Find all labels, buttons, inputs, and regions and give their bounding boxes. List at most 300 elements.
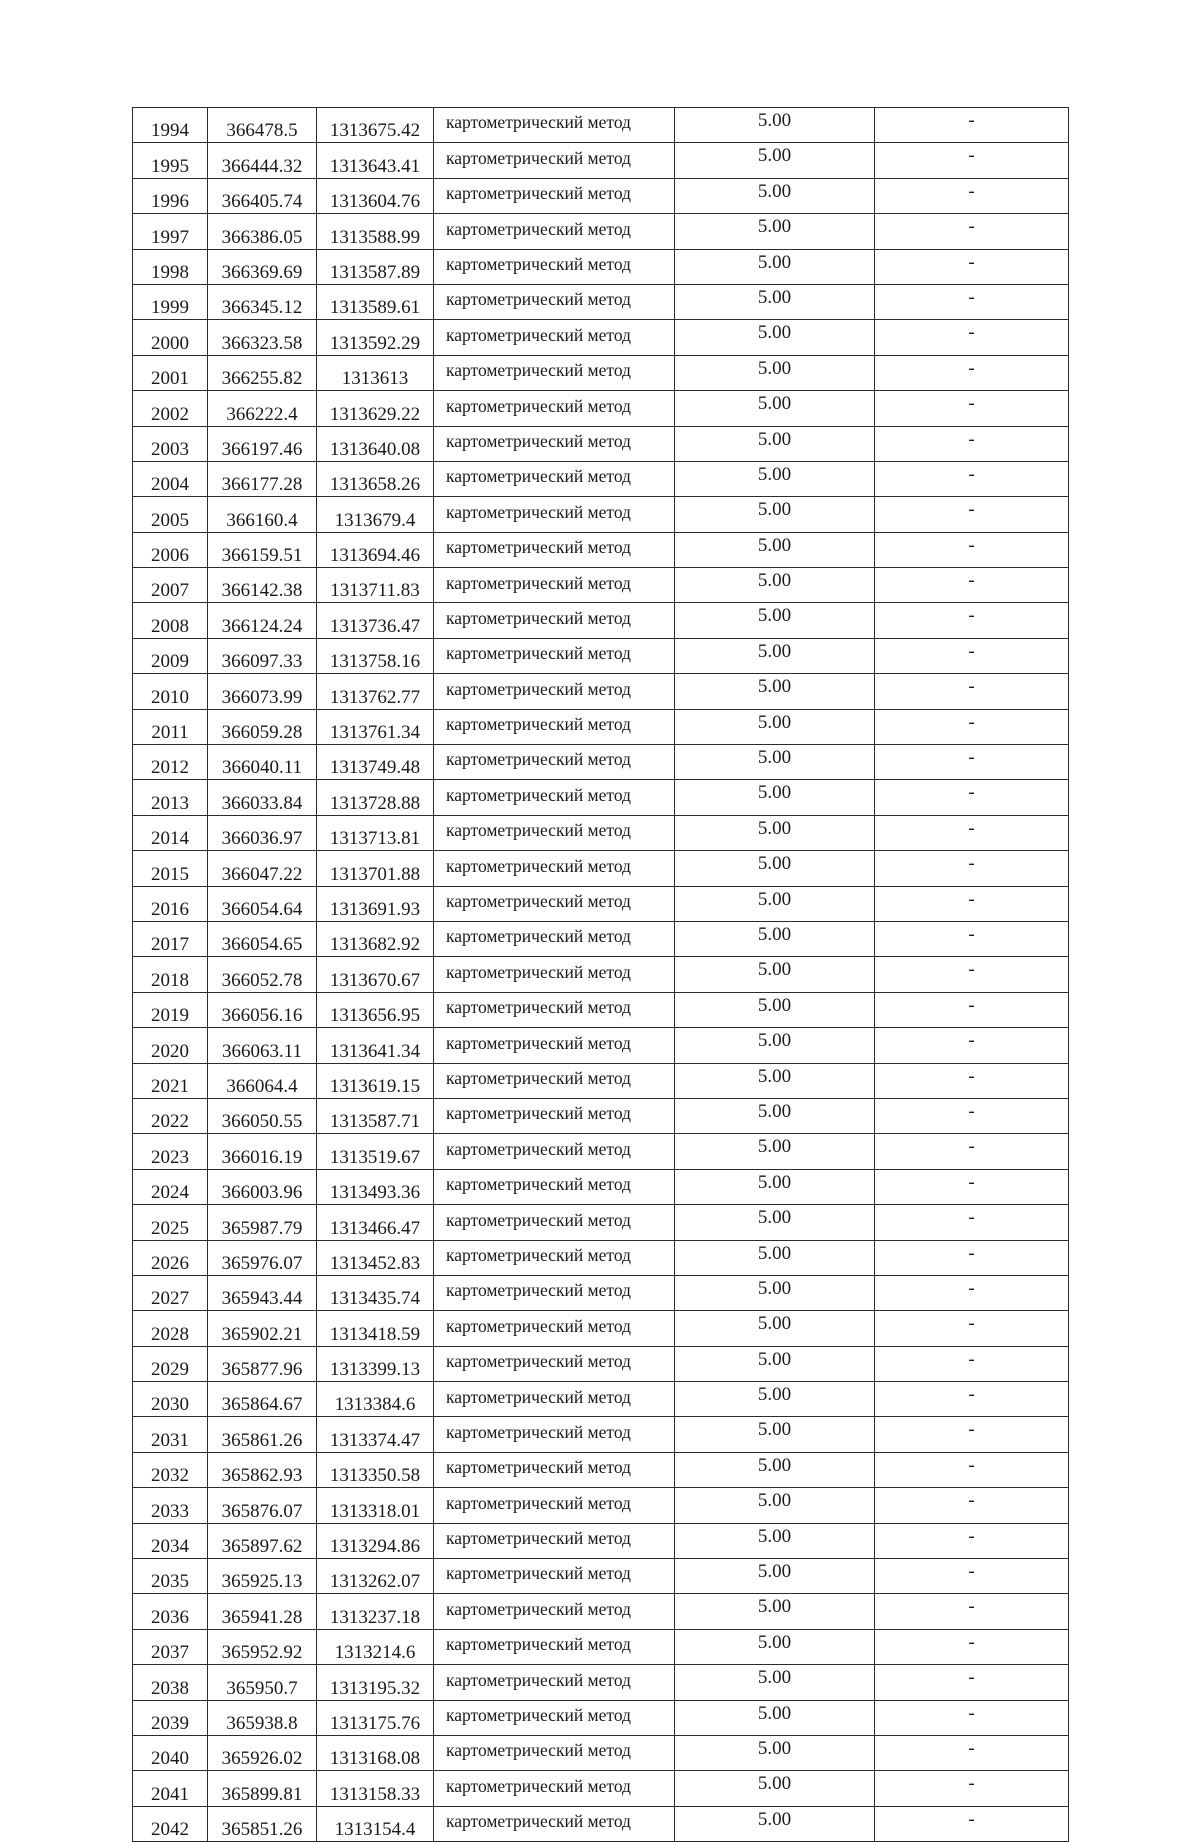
point-number-cell: 2018: [133, 957, 208, 992]
table-row: [133, 284, 1069, 319]
accuracy-cell: 5.00: [675, 1806, 875, 1841]
x-coordinate-cell: 366255.82: [208, 355, 317, 390]
x-coordinate-cell: 366160.4: [208, 497, 317, 532]
y-coordinate-cell: 1313679.4: [317, 497, 434, 532]
accuracy-cell: 5.00: [675, 284, 875, 319]
table-row: [133, 497, 1069, 532]
accuracy-cell: 5.00: [675, 1169, 875, 1204]
x-coordinate-cell: 365861.26: [208, 1417, 317, 1452]
description-cell: -: [875, 1240, 1069, 1275]
point-number-cell: 2030: [133, 1382, 208, 1417]
accuracy-cell: 5.00: [675, 603, 875, 638]
table-row: [133, 1559, 1069, 1594]
x-coordinate-cell: 365976.07: [208, 1240, 317, 1275]
method-cell: картометрический метод: [434, 992, 675, 1027]
table-row: [133, 1346, 1069, 1381]
method-cell: картометрический метод: [434, 1806, 675, 1841]
accuracy-cell: 5.00: [675, 1346, 875, 1381]
description-cell: -: [875, 1346, 1069, 1381]
y-coordinate-cell: 1313641.34: [317, 1028, 434, 1063]
x-coordinate-cell: 366033.84: [208, 780, 317, 815]
x-coordinate-cell: 365938.8: [208, 1700, 317, 1735]
y-coordinate-cell: 1313589.61: [317, 284, 434, 319]
x-coordinate-cell: 366040.11: [208, 745, 317, 780]
point-number-cell: 2008: [133, 603, 208, 638]
description-cell: -: [875, 1169, 1069, 1204]
method-cell: картометрический метод: [434, 709, 675, 744]
method-cell: картометрический метод: [434, 1169, 675, 1204]
x-coordinate-cell: 366159.51: [208, 532, 317, 567]
accuracy-cell: 5.00: [675, 1240, 875, 1275]
point-number-cell: 2040: [133, 1735, 208, 1770]
point-number-cell: 2033: [133, 1488, 208, 1523]
description-cell: -: [875, 426, 1069, 461]
point-number-cell: 1997: [133, 214, 208, 249]
method-cell: картометрический метод: [434, 921, 675, 956]
description-cell: -: [875, 178, 1069, 213]
x-coordinate-cell: 366478.5: [208, 108, 317, 143]
point-number-cell: 2006: [133, 532, 208, 567]
coordinates-table-body: [133, 108, 1069, 1842]
point-number-cell: 2014: [133, 815, 208, 850]
x-coordinate-cell: 365899.81: [208, 1771, 317, 1806]
point-number-cell: 2025: [133, 1205, 208, 1240]
y-coordinate-cell: 1313629.22: [317, 391, 434, 426]
method-cell: картометрический метод: [434, 1134, 675, 1169]
point-number-cell: 2022: [133, 1098, 208, 1133]
y-coordinate-cell: 1313711.83: [317, 568, 434, 603]
accuracy-cell: 5.00: [675, 426, 875, 461]
accuracy-cell: 5.00: [675, 1488, 875, 1523]
method-cell: картометрический метод: [434, 638, 675, 673]
description-cell: -: [875, 1275, 1069, 1310]
point-number-cell: 2015: [133, 851, 208, 886]
method-cell: картометрический метод: [434, 851, 675, 886]
table-row: [133, 461, 1069, 496]
description-cell: -: [875, 391, 1069, 426]
description-cell: -: [875, 461, 1069, 496]
accuracy-cell: 5.00: [675, 815, 875, 850]
table-row: [133, 1169, 1069, 1204]
description-cell: -: [875, 497, 1069, 532]
point-number-cell: 2009: [133, 638, 208, 673]
y-coordinate-cell: 1313675.42: [317, 108, 434, 143]
method-cell: картометрический метод: [434, 603, 675, 638]
accuracy-cell: 5.00: [675, 249, 875, 284]
method-cell: картометрический метод: [434, 143, 675, 178]
table-row: [133, 957, 1069, 992]
description-cell: -: [875, 532, 1069, 567]
accuracy-cell: 5.00: [675, 709, 875, 744]
accuracy-cell: 5.00: [675, 355, 875, 390]
table-row: [133, 1240, 1069, 1275]
x-coordinate-cell: 366177.28: [208, 461, 317, 496]
description-cell: -: [875, 674, 1069, 709]
description-cell: -: [875, 108, 1069, 143]
y-coordinate-cell: 1313588.99: [317, 214, 434, 249]
description-cell: -: [875, 1452, 1069, 1487]
y-coordinate-cell: 1313643.41: [317, 143, 434, 178]
x-coordinate-cell: 366124.24: [208, 603, 317, 638]
y-coordinate-cell: 1313158.33: [317, 1771, 434, 1806]
accuracy-cell: 5.00: [675, 1665, 875, 1700]
accuracy-cell: 5.00: [675, 108, 875, 143]
description-cell: -: [875, 638, 1069, 673]
y-coordinate-cell: 1313195.32: [317, 1665, 434, 1700]
table-row: [133, 709, 1069, 744]
point-number-cell: 2042: [133, 1806, 208, 1841]
accuracy-cell: 5.00: [675, 1700, 875, 1735]
point-number-cell: 1998: [133, 249, 208, 284]
method-cell: картометрический метод: [434, 1346, 675, 1381]
x-coordinate-cell: 365902.21: [208, 1311, 317, 1346]
point-number-cell: 2020: [133, 1028, 208, 1063]
table-row: [133, 1205, 1069, 1240]
accuracy-cell: 5.00: [675, 143, 875, 178]
method-cell: картометрический метод: [434, 284, 675, 319]
point-number-cell: 2037: [133, 1629, 208, 1664]
point-number-cell: 1999: [133, 284, 208, 319]
accuracy-cell: 5.00: [675, 1559, 875, 1594]
description-cell: -: [875, 1559, 1069, 1594]
method-cell: картометрический метод: [434, 1665, 675, 1700]
y-coordinate-cell: 1313587.89: [317, 249, 434, 284]
table-row: [133, 391, 1069, 426]
x-coordinate-cell: 366064.4: [208, 1063, 317, 1098]
accuracy-cell: 5.00: [675, 1771, 875, 1806]
y-coordinate-cell: 1313701.88: [317, 851, 434, 886]
y-coordinate-cell: 1313418.59: [317, 1311, 434, 1346]
y-coordinate-cell: 1313736.47: [317, 603, 434, 638]
table-row: [133, 320, 1069, 355]
y-coordinate-cell: 1313728.88: [317, 780, 434, 815]
method-cell: картометрический метод: [434, 1382, 675, 1417]
method-cell: картометрический метод: [434, 745, 675, 780]
description-cell: -: [875, 957, 1069, 992]
table-row: [133, 426, 1069, 461]
table-row: [133, 1311, 1069, 1346]
point-number-cell: 2007: [133, 568, 208, 603]
x-coordinate-cell: 366052.78: [208, 957, 317, 992]
x-coordinate-cell: 366444.32: [208, 143, 317, 178]
accuracy-cell: 5.00: [675, 745, 875, 780]
x-coordinate-cell: 365952.92: [208, 1629, 317, 1664]
method-cell: картометрический метод: [434, 1275, 675, 1310]
accuracy-cell: 5.00: [675, 1134, 875, 1169]
description-cell: -: [875, 1063, 1069, 1098]
description-cell: -: [875, 214, 1069, 249]
x-coordinate-cell: 365876.07: [208, 1488, 317, 1523]
method-cell: картометрический метод: [434, 1523, 675, 1558]
x-coordinate-cell: 365925.13: [208, 1559, 317, 1594]
method-cell: картометрический метод: [434, 1629, 675, 1664]
table-row: [133, 1488, 1069, 1523]
method-cell: картометрический метод: [434, 320, 675, 355]
point-number-cell: 2026: [133, 1240, 208, 1275]
table-row: [133, 815, 1069, 850]
x-coordinate-cell: 365897.62: [208, 1523, 317, 1558]
y-coordinate-cell: 1313519.67: [317, 1134, 434, 1169]
x-coordinate-cell: 365877.96: [208, 1346, 317, 1381]
table-row: [133, 1665, 1069, 1700]
method-cell: картометрический метод: [434, 1063, 675, 1098]
method-cell: картометрический метод: [434, 1098, 675, 1133]
description-cell: -: [875, 249, 1069, 284]
method-cell: картометрический метод: [434, 108, 675, 143]
x-coordinate-cell: 366036.97: [208, 815, 317, 850]
description-cell: -: [875, 709, 1069, 744]
y-coordinate-cell: 1313761.34: [317, 709, 434, 744]
point-number-cell: 2000: [133, 320, 208, 355]
x-coordinate-cell: 366097.33: [208, 638, 317, 673]
point-number-cell: 2036: [133, 1594, 208, 1629]
table-row: [133, 532, 1069, 567]
y-coordinate-cell: 1313435.74: [317, 1275, 434, 1310]
accuracy-cell: 5.00: [675, 1382, 875, 1417]
y-coordinate-cell: 1313237.18: [317, 1594, 434, 1629]
x-coordinate-cell: 366073.99: [208, 674, 317, 709]
method-cell: картометрический метод: [434, 532, 675, 567]
accuracy-cell: 5.00: [675, 1629, 875, 1664]
accuracy-cell: 5.00: [675, 1594, 875, 1629]
method-cell: картометрический метод: [434, 249, 675, 284]
y-coordinate-cell: 1313154.4: [317, 1806, 434, 1841]
table-row: [133, 1028, 1069, 1063]
y-coordinate-cell: 1313758.16: [317, 638, 434, 673]
method-cell: картометрический метод: [434, 780, 675, 815]
table-row: [133, 1275, 1069, 1310]
method-cell: картометрический метод: [434, 1452, 675, 1487]
table-row: [133, 1417, 1069, 1452]
y-coordinate-cell: 1313656.95: [317, 992, 434, 1027]
accuracy-cell: 5.00: [675, 568, 875, 603]
table-row: [133, 992, 1069, 1027]
y-coordinate-cell: 1313175.76: [317, 1700, 434, 1735]
y-coordinate-cell: 1313399.13: [317, 1346, 434, 1381]
table-row: [133, 1594, 1069, 1629]
y-coordinate-cell: 1313604.76: [317, 178, 434, 213]
x-coordinate-cell: 366050.55: [208, 1098, 317, 1133]
table-row: [133, 921, 1069, 956]
point-number-cell: 2041: [133, 1771, 208, 1806]
y-coordinate-cell: 1313587.71: [317, 1098, 434, 1133]
accuracy-cell: 5.00: [675, 1205, 875, 1240]
method-cell: картометрический метод: [434, 1771, 675, 1806]
table-row: [133, 108, 1069, 143]
description-cell: -: [875, 1594, 1069, 1629]
x-coordinate-cell: 365864.67: [208, 1382, 317, 1417]
table-row: [133, 780, 1069, 815]
accuracy-cell: 5.00: [675, 638, 875, 673]
method-cell: картометрический метод: [434, 957, 675, 992]
x-coordinate-cell: 366345.12: [208, 284, 317, 319]
accuracy-cell: 5.00: [675, 178, 875, 213]
y-coordinate-cell: 1313691.93: [317, 886, 434, 921]
method-cell: картометрический метод: [434, 568, 675, 603]
description-cell: -: [875, 1311, 1069, 1346]
table-row: [133, 745, 1069, 780]
point-number-cell: 2034: [133, 1523, 208, 1558]
accuracy-cell: 5.00: [675, 214, 875, 249]
y-coordinate-cell: 1313613: [317, 355, 434, 390]
method-cell: картометрический метод: [434, 391, 675, 426]
accuracy-cell: 5.00: [675, 1452, 875, 1487]
x-coordinate-cell: 365851.26: [208, 1806, 317, 1841]
point-number-cell: 2001: [133, 355, 208, 390]
accuracy-cell: 5.00: [675, 532, 875, 567]
description-cell: -: [875, 1700, 1069, 1735]
x-coordinate-cell: 365941.28: [208, 1594, 317, 1629]
method-cell: картометрический метод: [434, 886, 675, 921]
x-coordinate-cell: 366054.64: [208, 886, 317, 921]
x-coordinate-cell: 366369.69: [208, 249, 317, 284]
accuracy-cell: 5.00: [675, 886, 875, 921]
accuracy-cell: 5.00: [675, 780, 875, 815]
table-row: [133, 1771, 1069, 1806]
accuracy-cell: 5.00: [675, 992, 875, 1027]
point-number-cell: 2024: [133, 1169, 208, 1204]
description-cell: -: [875, 1629, 1069, 1664]
description-cell: -: [875, 1098, 1069, 1133]
table-row: [133, 1629, 1069, 1664]
method-cell: картометрический метод: [434, 214, 675, 249]
y-coordinate-cell: 1313318.01: [317, 1488, 434, 1523]
point-number-cell: 2039: [133, 1700, 208, 1735]
description-cell: -: [875, 886, 1069, 921]
point-number-cell: 2035: [133, 1559, 208, 1594]
y-coordinate-cell: 1313670.67: [317, 957, 434, 992]
description-cell: -: [875, 1771, 1069, 1806]
y-coordinate-cell: 1313374.47: [317, 1417, 434, 1452]
method-cell: картометрический метод: [434, 1700, 675, 1735]
point-number-cell: 2013: [133, 780, 208, 815]
accuracy-cell: 5.00: [675, 1028, 875, 1063]
point-number-cell: 2023: [133, 1134, 208, 1169]
table-row: [133, 214, 1069, 249]
x-coordinate-cell: 366059.28: [208, 709, 317, 744]
point-number-cell: 2004: [133, 461, 208, 496]
accuracy-cell: 5.00: [675, 320, 875, 355]
y-coordinate-cell: 1313466.47: [317, 1205, 434, 1240]
y-coordinate-cell: 1313493.36: [317, 1169, 434, 1204]
x-coordinate-cell: 366386.05: [208, 214, 317, 249]
x-coordinate-cell: 366054.65: [208, 921, 317, 956]
x-coordinate-cell: 365943.44: [208, 1275, 317, 1310]
table-row: [133, 178, 1069, 213]
description-cell: -: [875, 603, 1069, 638]
table-row: [133, 568, 1069, 603]
method-cell: картометрический метод: [434, 426, 675, 461]
description-cell: -: [875, 1488, 1069, 1523]
table-row: [133, 674, 1069, 709]
point-number-cell: 2021: [133, 1063, 208, 1098]
point-number-cell: 2012: [133, 745, 208, 780]
accuracy-cell: 5.00: [675, 921, 875, 956]
accuracy-cell: 5.00: [675, 1735, 875, 1770]
description-cell: -: [875, 1382, 1069, 1417]
method-cell: картометрический метод: [434, 674, 675, 709]
accuracy-cell: 5.00: [675, 1063, 875, 1098]
description-cell: -: [875, 1806, 1069, 1841]
point-number-cell: 2019: [133, 992, 208, 1027]
y-coordinate-cell: 1313749.48: [317, 745, 434, 780]
y-coordinate-cell: 1313658.26: [317, 461, 434, 496]
point-number-cell: 2029: [133, 1346, 208, 1381]
x-coordinate-cell: 366405.74: [208, 178, 317, 213]
x-coordinate-cell: 366016.19: [208, 1134, 317, 1169]
method-cell: картометрический метод: [434, 1240, 675, 1275]
description-cell: -: [875, 780, 1069, 815]
point-number-cell: 2010: [133, 674, 208, 709]
y-coordinate-cell: 1313262.07: [317, 1559, 434, 1594]
table-row: [133, 249, 1069, 284]
description-cell: -: [875, 320, 1069, 355]
x-coordinate-cell: 366222.4: [208, 391, 317, 426]
description-cell: -: [875, 1735, 1069, 1770]
accuracy-cell: 5.00: [675, 497, 875, 532]
accuracy-cell: 5.00: [675, 1311, 875, 1346]
x-coordinate-cell: 365926.02: [208, 1735, 317, 1770]
description-cell: -: [875, 1417, 1069, 1452]
description-cell: -: [875, 1134, 1069, 1169]
table-row: [133, 603, 1069, 638]
description-cell: -: [875, 143, 1069, 178]
table-row: [133, 851, 1069, 886]
method-cell: картометрический метод: [434, 1488, 675, 1523]
point-number-cell: 1996: [133, 178, 208, 213]
x-coordinate-cell: 366323.58: [208, 320, 317, 355]
y-coordinate-cell: 1313640.08: [317, 426, 434, 461]
y-coordinate-cell: 1313694.46: [317, 532, 434, 567]
point-number-cell: 2031: [133, 1417, 208, 1452]
table-row: [133, 355, 1069, 390]
table-row: [133, 1382, 1069, 1417]
description-cell: -: [875, 1028, 1069, 1063]
table-row: [133, 638, 1069, 673]
table-row: [133, 1098, 1069, 1133]
table-row: [133, 1735, 1069, 1770]
accuracy-cell: 5.00: [675, 1523, 875, 1558]
accuracy-cell: 5.00: [675, 1417, 875, 1452]
table-row: [133, 1523, 1069, 1558]
accuracy-cell: 5.00: [675, 1098, 875, 1133]
x-coordinate-cell: 366063.11: [208, 1028, 317, 1063]
table-row: [133, 886, 1069, 921]
point-number-cell: 2038: [133, 1665, 208, 1700]
y-coordinate-cell: 1313762.77: [317, 674, 434, 709]
description-cell: -: [875, 1665, 1069, 1700]
table-row: [133, 1806, 1069, 1841]
method-cell: картометрический метод: [434, 1417, 675, 1452]
description-cell: -: [875, 355, 1069, 390]
description-cell: -: [875, 1205, 1069, 1240]
method-cell: картометрический метод: [434, 815, 675, 850]
description-cell: -: [875, 1523, 1069, 1558]
table-row: [133, 1452, 1069, 1487]
x-coordinate-cell: 365862.93: [208, 1452, 317, 1487]
accuracy-cell: 5.00: [675, 1275, 875, 1310]
accuracy-cell: 5.00: [675, 391, 875, 426]
table-row: [133, 1134, 1069, 1169]
point-number-cell: 2032: [133, 1452, 208, 1487]
accuracy-cell: 5.00: [675, 461, 875, 496]
y-coordinate-cell: 1313384.6: [317, 1382, 434, 1417]
method-cell: картометрический метод: [434, 178, 675, 213]
y-coordinate-cell: 1313682.92: [317, 921, 434, 956]
x-coordinate-cell: 365987.79: [208, 1205, 317, 1240]
table-row: [133, 1063, 1069, 1098]
accuracy-cell: 5.00: [675, 851, 875, 886]
